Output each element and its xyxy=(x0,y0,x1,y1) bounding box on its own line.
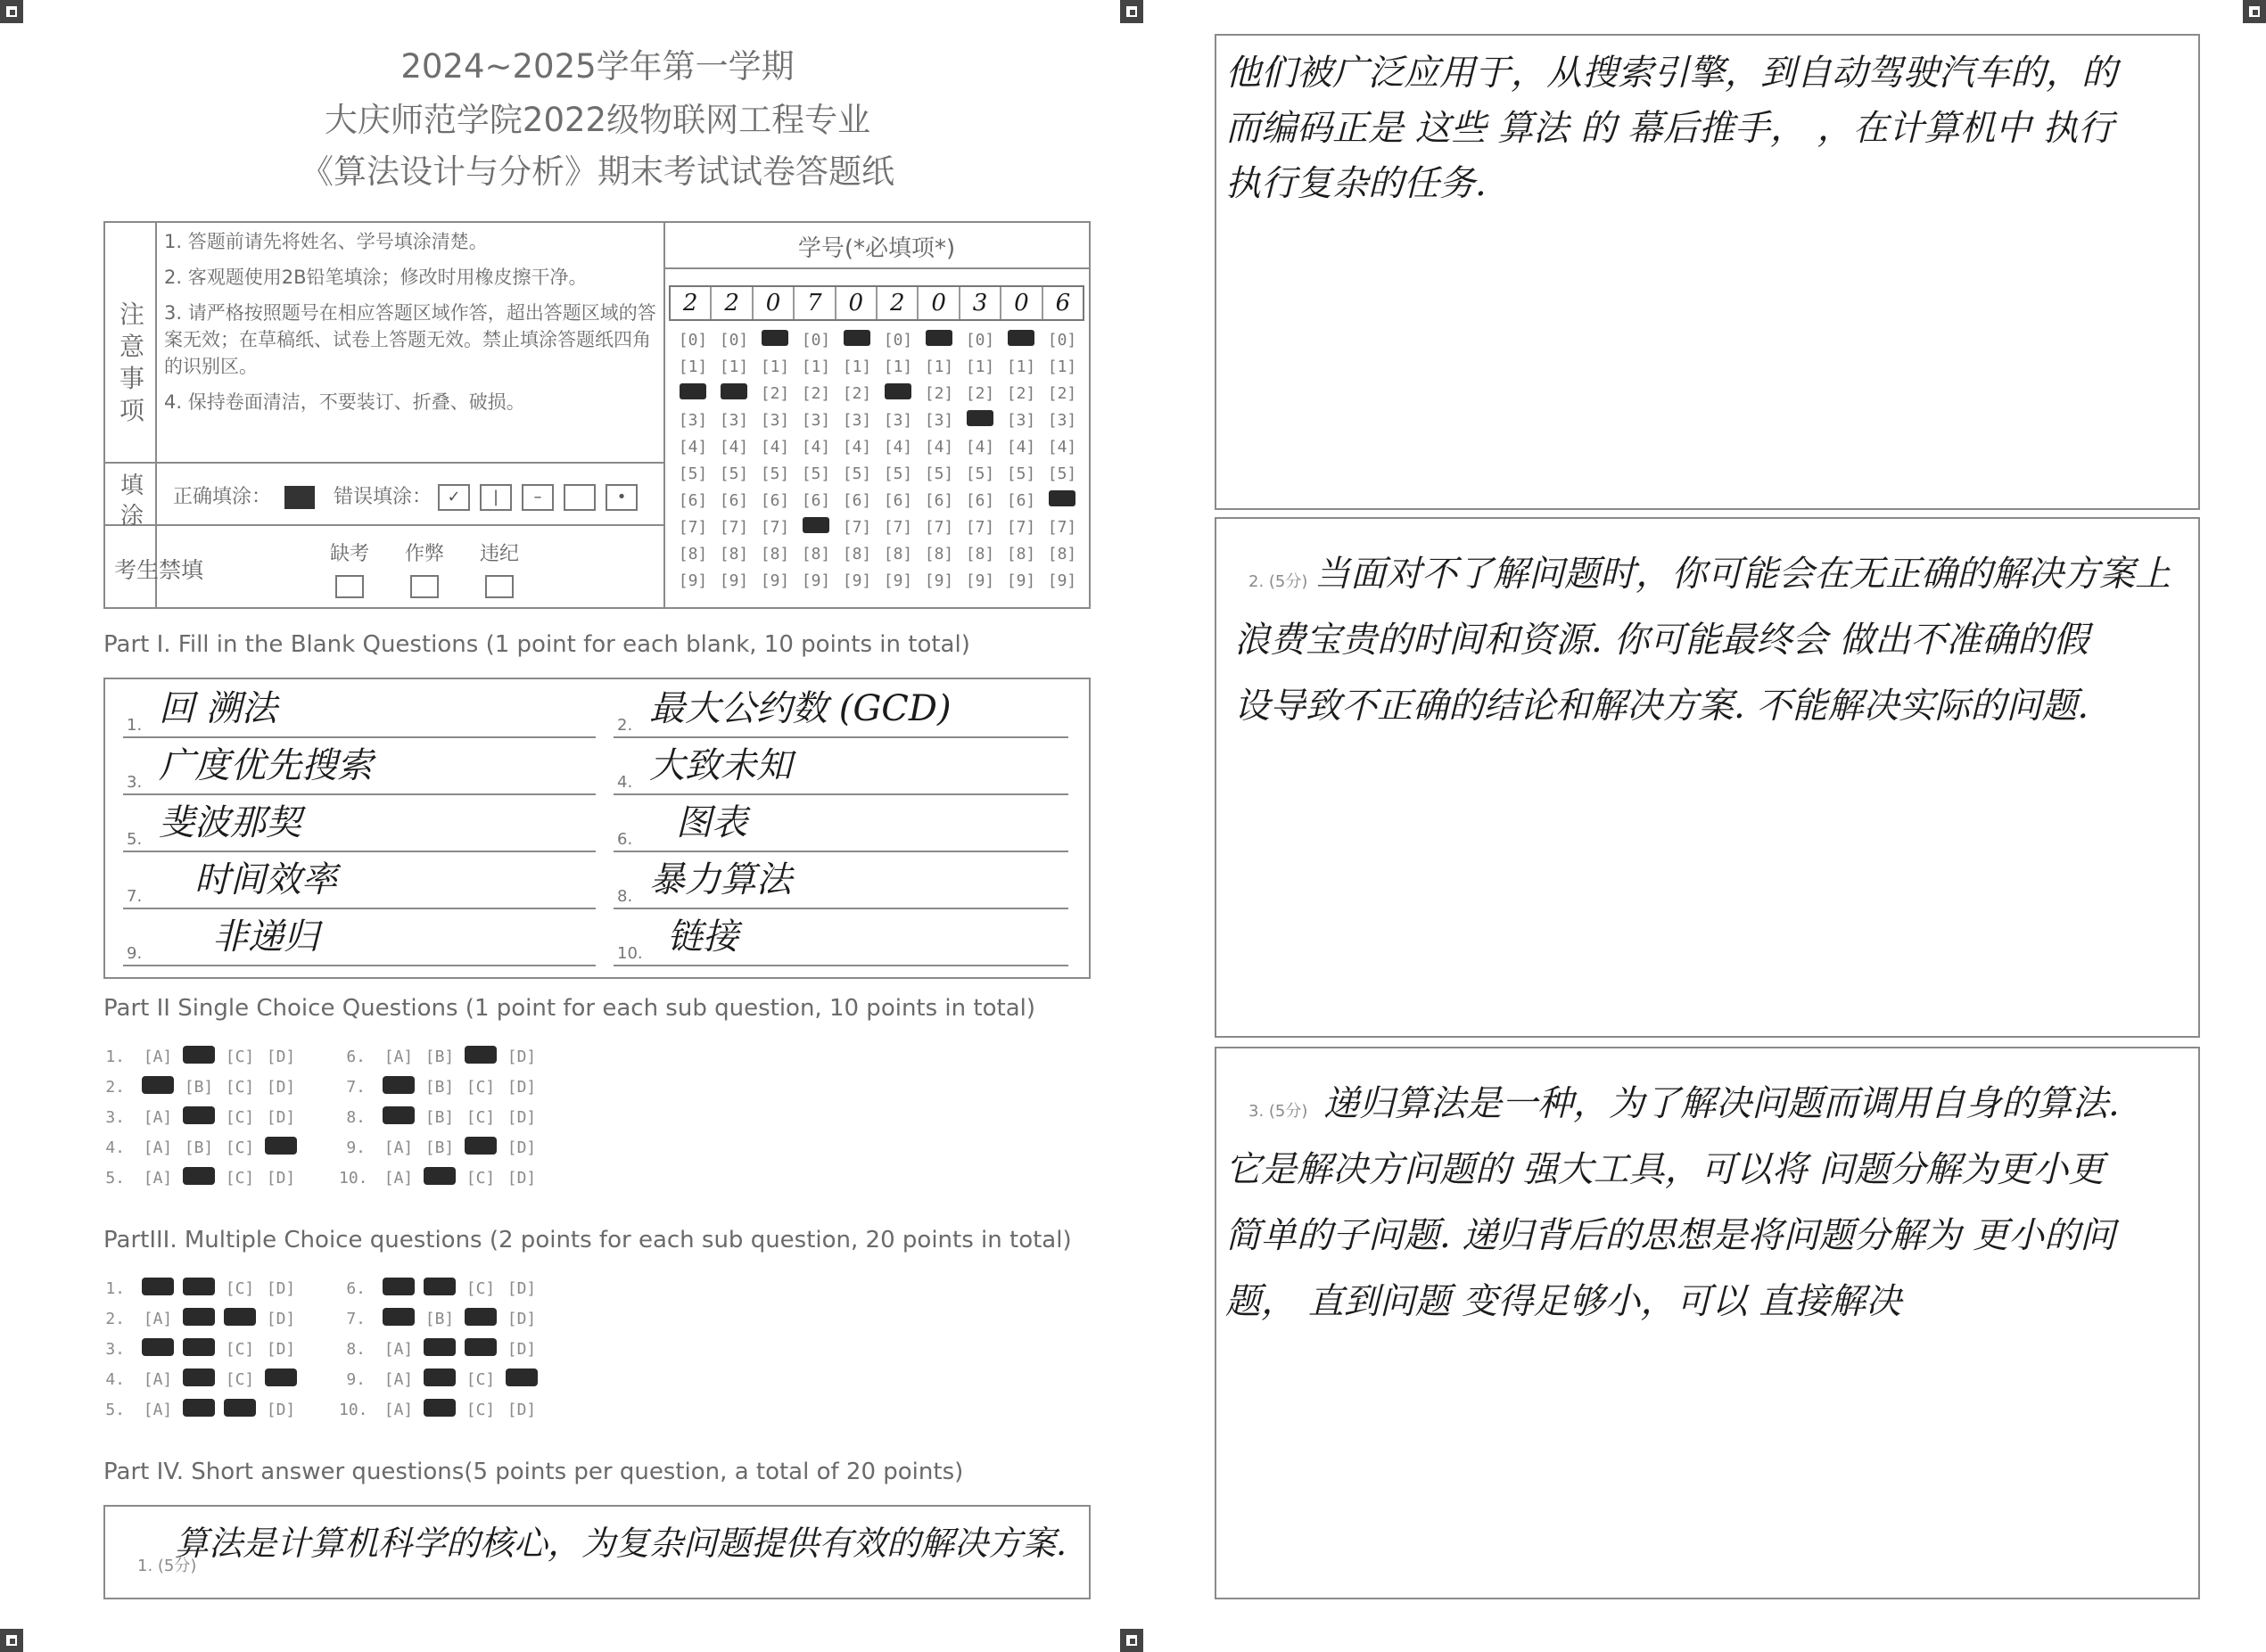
id-bubble[interactable]: [7] xyxy=(678,517,708,537)
choice-bubble[interactable]: [C] xyxy=(466,1107,496,1127)
id-bubble[interactable]: [9] xyxy=(678,571,708,590)
id-bubble[interactable]: [1] xyxy=(719,357,749,376)
choice-number: 2. xyxy=(105,1309,125,1328)
part3-col-left[interactable] xyxy=(98,1273,301,1425)
choice-row xyxy=(339,1102,542,1132)
ban-cheat[interactable]: 作弊 xyxy=(398,538,451,598)
id-bubble[interactable]: [2] xyxy=(924,383,954,403)
id-bubble[interactable]: [8] xyxy=(760,544,790,563)
choice-bubble[interactable] xyxy=(219,1308,260,1330)
id-bubble[interactable]: [1] xyxy=(678,357,708,376)
id-bubble[interactable]: [6] xyxy=(719,490,749,510)
id-bubble[interactable]: [1] xyxy=(760,357,790,376)
blank-1[interactable]: 1. 回 溯法 xyxy=(123,683,596,738)
part3-col-right[interactable] xyxy=(339,1273,542,1425)
choice-row xyxy=(339,1334,542,1364)
choice-bubble[interactable] xyxy=(419,1399,460,1421)
q1-cont-line: 他们被广泛应用于，从搜索引擎，到自动驾驶汽车的，的 xyxy=(1225,53,2117,94)
choice-row xyxy=(98,1102,301,1132)
choice-bubble[interactable] xyxy=(178,1167,219,1189)
correct-fill-label: 正确填涂： xyxy=(173,486,272,508)
part2-title: Part II Single Choice Questions (1 point for each sub question, 10 points in total) xyxy=(103,995,1035,1022)
q1-answer-box[interactable] xyxy=(103,1505,1091,1599)
id-bubble[interactable] xyxy=(713,383,754,404)
id-bubble[interactable]: [5] xyxy=(719,464,749,483)
id-bubble[interactable]: [8] xyxy=(842,544,872,563)
id-bubble-row xyxy=(672,407,1083,433)
blank-5[interactable]: 5. 斐波那契 xyxy=(123,797,596,852)
id-bubble[interactable]: [5] xyxy=(883,464,913,483)
choice-bubble[interactable]: [C] xyxy=(225,1278,255,1298)
choice-bubble[interactable]: [A] xyxy=(143,1369,173,1389)
correct-fill-swatch xyxy=(284,486,315,509)
choice-bubble[interactable]: [A] xyxy=(143,1138,173,1157)
choice-bubble[interactable]: [C] xyxy=(466,1278,496,1298)
id-bubble[interactable]: [9] xyxy=(924,571,954,590)
id-bubble[interactable]: [7] xyxy=(1006,517,1036,537)
blank-4[interactable]: 4. 大致未知 xyxy=(614,740,1068,795)
id-bubble[interactable]: [5] xyxy=(924,464,954,483)
choice-number: 6. xyxy=(346,1278,366,1298)
choice-bubble[interactable] xyxy=(419,1338,460,1360)
id-bubble[interactable]: [9] xyxy=(760,571,790,590)
choice-row xyxy=(339,1303,542,1334)
id-bubble[interactable]: [6] xyxy=(883,490,913,510)
choice-bubble[interactable]: [B] xyxy=(424,1047,455,1066)
id-bubble[interactable]: [9] xyxy=(842,571,872,590)
id-bubble[interactable]: [2] xyxy=(842,383,872,403)
id-bubble[interactable] xyxy=(754,330,795,350)
choice-bubble[interactable]: [D] xyxy=(507,1278,537,1298)
id-bubble[interactable]: [6] xyxy=(924,490,954,510)
choice-bubble[interactable]: [C] xyxy=(225,1077,255,1097)
q3-answer-box[interactable] xyxy=(1215,1047,2200,1599)
choice-bubble[interactable]: [D] xyxy=(266,1107,296,1127)
choice-row xyxy=(339,1072,542,1102)
wrong-fill-label: 错误填涂： xyxy=(334,486,433,508)
choice-number: 9. xyxy=(346,1369,366,1389)
id-bubble[interactable]: [4] xyxy=(719,437,749,456)
choice-number: 10. xyxy=(339,1400,368,1419)
choice-row xyxy=(339,1163,542,1193)
id-bubble[interactable]: [7] xyxy=(719,517,749,537)
id-bubble[interactable]: [3] xyxy=(842,410,872,430)
corner-marker-bottom-left xyxy=(0,1629,23,1652)
id-bubble[interactable]: [6] xyxy=(842,490,872,510)
id-bubble[interactable]: [1] xyxy=(883,357,913,376)
ban-label: 考生禁填 xyxy=(114,557,204,583)
id-bubble[interactable]: [4] xyxy=(965,437,995,456)
note-item: 3. 请严格按照题号在相应答题区域作答，超出答题区域的答案无效；在草稿纸、试卷上答题无效。禁止填涂答题纸四角的识别区。 xyxy=(164,302,656,377)
id-bubble[interactable]: [6] xyxy=(801,490,831,510)
choice-bubble[interactable] xyxy=(137,1338,178,1360)
id-bubble[interactable]: [1] xyxy=(965,357,995,376)
id-bubble[interactable]: [5] xyxy=(1047,464,1077,483)
choice-bubble[interactable] xyxy=(378,1278,419,1300)
student-id-title: 学号(*必填项*) xyxy=(797,235,956,262)
choice-row xyxy=(98,1132,301,1163)
id-bubble[interactable]: [7] xyxy=(760,517,790,537)
id-bubble-row xyxy=(672,540,1083,567)
id-bubble[interactable]: [1] xyxy=(924,357,954,376)
blank-9[interactable]: 9. 非递归 xyxy=(123,911,596,966)
blank-3[interactable]: 3. 广度优先搜索 xyxy=(123,740,596,795)
id-bubble[interactable]: [3] xyxy=(801,410,831,430)
corner-marker-top-right xyxy=(2243,0,2266,23)
choice-number: 10. xyxy=(339,1168,368,1188)
id-bubble[interactable]: [0] xyxy=(801,330,831,349)
q2-line: 浪费宝贵的时间和资源. 你可能最终会 做出不准确的假 xyxy=(1234,620,2089,661)
blank-10[interactable]: 10. 链接 xyxy=(614,911,1068,966)
fill-label: 填涂 xyxy=(119,473,144,530)
choice-bubble[interactable]: [A] xyxy=(143,1047,173,1066)
choice-bubble[interactable]: [D] xyxy=(507,1077,537,1097)
id-bubble[interactable]: [1] xyxy=(842,357,872,376)
choice-number: 6. xyxy=(346,1047,366,1066)
choice-bubble[interactable]: [C] xyxy=(466,1369,496,1389)
id-bubble[interactable]: [8] xyxy=(965,544,995,563)
q2-line: 设导致不正确的结论和解决方案. 不能解决实际的问题. xyxy=(1234,686,2089,727)
header-term: 2024~2025学年第一学期 xyxy=(400,47,795,86)
id-bubble[interactable]: [9] xyxy=(965,571,995,590)
choice-bubble[interactable]: [A] xyxy=(383,1339,414,1359)
choice-number: 1. xyxy=(105,1278,125,1298)
choice-bubble[interactable]: [C] xyxy=(225,1047,255,1066)
id-bubble[interactable]: [5] xyxy=(965,464,995,483)
choice-bubble[interactable] xyxy=(419,1278,460,1300)
wrong-fill-dot: • xyxy=(606,484,638,511)
id-bubble[interactable]: [4] xyxy=(678,437,708,456)
choice-bubble[interactable]: [D] xyxy=(507,1339,537,1359)
part3-title: PartIII. Multiple Choice questions (2 points for each sub question, 20 points in total) xyxy=(103,1227,1072,1253)
id-bubble[interactable]: [5] xyxy=(842,464,872,483)
header-program: 大庆师范学院2022级物联网工程专业 xyxy=(324,101,871,139)
id-bubble[interactable] xyxy=(672,383,713,404)
id-bubble-row xyxy=(672,460,1083,487)
choice-bubble[interactable]: [B] xyxy=(424,1309,455,1328)
choice-row xyxy=(339,1364,542,1394)
id-bubble[interactable]: [3] xyxy=(760,410,790,430)
choice-number: 1. xyxy=(105,1047,125,1066)
choice-bubble[interactable] xyxy=(460,1338,501,1360)
blank-7[interactable]: 7. 时间效率 xyxy=(123,854,596,909)
id-bubble[interactable]: [7] xyxy=(1047,517,1077,537)
choice-bubble[interactable] xyxy=(260,1137,301,1159)
id-bubble[interactable]: [0] xyxy=(883,330,913,349)
choice-bubble[interactable] xyxy=(378,1076,419,1098)
choice-row xyxy=(339,1273,542,1303)
note-item: 2. 客观题使用2B铅笔填涂；修改时用橡皮擦干净。 xyxy=(164,267,588,288)
part2-col-right[interactable] xyxy=(339,1041,542,1193)
choice-bubble[interactable] xyxy=(419,1368,460,1391)
id-bubble[interactable]: [1] xyxy=(1047,357,1077,376)
id-bubble[interactable]: [6] xyxy=(760,490,790,510)
part1-answer-box xyxy=(103,678,1091,979)
choice-number: 8. xyxy=(346,1107,366,1127)
notes-list xyxy=(164,228,663,424)
id-bubble[interactable]: [2] xyxy=(801,383,831,403)
choice-row xyxy=(98,1334,301,1364)
corner-marker-top-left xyxy=(0,0,23,23)
note-item: 1. 答题前请先将姓名、学号填涂清楚。 xyxy=(164,231,488,252)
choice-bubble[interactable] xyxy=(501,1368,542,1391)
choice-number: 9. xyxy=(346,1138,366,1157)
choice-bubble[interactable]: [A] xyxy=(143,1400,173,1419)
corner-marker-bottom-middle xyxy=(1120,1629,1143,1652)
choice-number: 7. xyxy=(346,1309,366,1328)
choice-bubble[interactable]: [C] xyxy=(225,1168,255,1188)
q3-line: 它是解决方问题的 强大工具，可以将 问题分解为更小更 xyxy=(1225,1149,2105,1190)
choice-bubble[interactable] xyxy=(260,1368,301,1391)
id-bubble[interactable]: [8] xyxy=(719,544,749,563)
id-bubble[interactable]: [2] xyxy=(760,383,790,403)
choice-bubble[interactable] xyxy=(178,1046,219,1068)
id-bubble[interactable]: [3] xyxy=(924,410,954,430)
choice-bubble[interactable]: [D] xyxy=(266,1400,296,1419)
id-bubble[interactable]: [0] xyxy=(965,330,995,349)
choice-number: 7. xyxy=(346,1077,366,1097)
choice-bubble[interactable] xyxy=(178,1308,219,1330)
choice-bubble[interactable] xyxy=(378,1308,419,1330)
part1-title: Part I. Fill in the Blank Questions (1 point for each blank, 10 points in total) xyxy=(103,631,970,658)
id-bubble[interactable]: [9] xyxy=(801,571,831,590)
choice-bubble[interactable] xyxy=(137,1278,178,1300)
ban-violation[interactable]: 违纪 xyxy=(473,538,526,598)
q1-continued-box[interactable] xyxy=(1215,34,2200,510)
id-bubble[interactable]: [1] xyxy=(801,357,831,376)
choice-bubble[interactable]: [D] xyxy=(266,1339,296,1359)
choice-bubble[interactable] xyxy=(178,1368,219,1391)
id-bubble[interactable]: [2] xyxy=(1006,383,1036,403)
id-bubble[interactable]: [0] xyxy=(719,330,749,349)
choice-bubble[interactable]: [B] xyxy=(424,1107,455,1127)
choice-bubble[interactable]: [A] xyxy=(143,1309,173,1328)
choice-bubble[interactable]: [C] xyxy=(466,1168,496,1188)
choice-bubble[interactable]: [D] xyxy=(507,1309,537,1328)
choice-bubble[interactable]: [D] xyxy=(266,1278,296,1298)
choice-bubble[interactable]: [C] xyxy=(466,1400,496,1419)
choice-bubble[interactable]: [A] xyxy=(383,1369,414,1389)
id-bubble[interactable]: [6] xyxy=(678,490,708,510)
choice-row xyxy=(98,1273,301,1303)
id-bubble[interactable]: [3] xyxy=(883,410,913,430)
id-bubble[interactable]: [9] xyxy=(719,571,749,590)
choice-bubble[interactable]: [C] xyxy=(225,1138,255,1157)
id-bubble[interactable]: [9] xyxy=(883,571,913,590)
choice-bubble[interactable]: [B] xyxy=(184,1138,214,1157)
choice-number: 5. xyxy=(105,1168,125,1188)
q1-label: 1. (5分) xyxy=(137,1557,197,1575)
choice-bubble[interactable]: [D] xyxy=(507,1107,537,1127)
choice-number: 3. xyxy=(105,1339,125,1359)
id-bubble-row xyxy=(672,326,1083,353)
choice-bubble[interactable] xyxy=(460,1308,501,1330)
id-bubble[interactable]: [8] xyxy=(883,544,913,563)
choice-bubble[interactable]: [D] xyxy=(507,1400,537,1419)
note-item: 4. 保持卷面清洁，不要装订、折叠、破损。 xyxy=(164,391,525,413)
header-exam-title: 《算法设计与分析》期末考试试卷答题纸 xyxy=(301,152,894,191)
choice-bubble[interactable]: [B] xyxy=(424,1077,455,1097)
choice-bubble[interactable]: [A] xyxy=(383,1400,414,1419)
id-bubble[interactable]: [4] xyxy=(1047,437,1077,456)
choice-number: 4. xyxy=(105,1369,125,1389)
id-bubble[interactable]: [5] xyxy=(760,464,790,483)
choice-bubble[interactable]: [C] xyxy=(225,1339,255,1359)
choice-bubble[interactable] xyxy=(178,1338,219,1360)
id-bubble[interactable]: [8] xyxy=(1006,544,1036,563)
id-bubble[interactable]: [2] xyxy=(965,383,995,403)
choice-bubble[interactable] xyxy=(460,1137,501,1159)
student-id-bubble-grid[interactable] xyxy=(672,326,1083,594)
ban-absent[interactable]: 缺考 xyxy=(323,538,376,598)
id-bubble[interactable]: [8] xyxy=(924,544,954,563)
id-bubble[interactable]: [7] xyxy=(842,517,872,537)
part4-title: Part IV. Short answer questions(5 points per question, a total of 20 points) xyxy=(103,1459,964,1485)
id-bubble[interactable] xyxy=(1001,330,1042,350)
q2-label: 2. (5分) xyxy=(1248,572,1308,591)
choice-row xyxy=(339,1394,542,1425)
blank-8[interactable]: 8. 暴力算法 xyxy=(614,854,1068,909)
blank-6[interactable]: 6. 图表 xyxy=(614,797,1068,852)
q1-line: 算法是计算机科学的核心，为复杂问题提供有效的解决方案. xyxy=(175,1524,1067,1563)
q3-line: 递归算法是一种，为了解决问题而调用自身的算法. xyxy=(1323,1083,2120,1124)
id-bubble[interactable]: [6] xyxy=(965,490,995,510)
id-bubble[interactable]: [9] xyxy=(1006,571,1036,590)
q3-line: 题， 直到问题 变得足够小，可以 直接解决 xyxy=(1225,1281,1902,1322)
id-bubble[interactable]: [8] xyxy=(678,544,708,563)
choice-bubble[interactable]: [A] xyxy=(383,1168,414,1188)
choice-row xyxy=(339,1132,542,1163)
choice-bubble[interactable] xyxy=(137,1076,178,1098)
choice-bubble[interactable]: [A] xyxy=(143,1168,173,1188)
choice-number: 8. xyxy=(346,1339,366,1359)
choice-bubble[interactable]: [A] xyxy=(383,1047,414,1066)
wrong-fill-empty xyxy=(564,484,596,511)
id-bubble[interactable] xyxy=(836,330,878,350)
wrong-fill-dash: – xyxy=(522,484,554,511)
id-bubble-row xyxy=(672,433,1083,460)
id-bubble[interactable]: [0] xyxy=(1047,330,1077,349)
q2-answer-box[interactable] xyxy=(1215,517,2200,1038)
id-bubble[interactable]: [5] xyxy=(1006,464,1036,483)
id-bubble[interactable]: [3] xyxy=(1047,410,1077,430)
info-box xyxy=(103,221,1091,609)
id-bubble[interactable]: [4] xyxy=(1006,437,1036,456)
id-bubble-row xyxy=(672,567,1083,594)
id-bubble[interactable]: [5] xyxy=(678,464,708,483)
choice-bubble[interactable]: [C] xyxy=(225,1369,255,1389)
choice-bubble[interactable]: [C] xyxy=(225,1107,255,1127)
choice-bubble[interactable]: [D] xyxy=(266,1077,296,1097)
choice-bubble[interactable]: [B] xyxy=(184,1077,214,1097)
id-bubble[interactable]: [7] xyxy=(924,517,954,537)
id-bubble[interactable]: [1] xyxy=(1006,357,1036,376)
choice-bubble[interactable]: [D] xyxy=(266,1309,296,1328)
id-bubble[interactable]: [6] xyxy=(1006,490,1036,510)
id-bubble[interactable]: [4] xyxy=(760,437,790,456)
id-bubble[interactable]: [7] xyxy=(965,517,995,537)
id-bubble[interactable] xyxy=(795,517,836,538)
choice-bubble[interactable]: [A] xyxy=(143,1107,173,1127)
choice-bubble[interactable] xyxy=(178,1399,219,1421)
choice-number: 2. xyxy=(105,1077,125,1097)
choice-bubble[interactable] xyxy=(460,1046,501,1068)
id-bubble-row xyxy=(672,353,1083,380)
id-bubble[interactable]: [3] xyxy=(678,410,708,430)
part2-col-left[interactable] xyxy=(98,1041,301,1193)
id-bubble[interactable]: [3] xyxy=(719,410,749,430)
notes-label: 注意事项 xyxy=(119,300,144,425)
wrong-fill-bar: | xyxy=(480,484,512,511)
q3-label: 3. (5分) xyxy=(1248,1102,1308,1121)
q3-line: 简单的子问题. 递归背后的思想是将问题分解为 更小的问 xyxy=(1225,1215,2116,1256)
wrong-fill-check: ✓ xyxy=(438,484,470,511)
choice-bubble[interactable] xyxy=(178,1278,219,1300)
choice-number: 5. xyxy=(105,1400,125,1419)
id-bubble[interactable]: [4] xyxy=(924,437,954,456)
id-bubble[interactable]: [5] xyxy=(801,464,831,483)
choice-bubble[interactable] xyxy=(178,1106,219,1129)
q1-cont-line: 而编码正是 这些 算法 的 幕后推手， ，在计算机中 执行 xyxy=(1225,108,2114,149)
id-bubble[interactable]: [9] xyxy=(1047,571,1077,590)
id-bubble[interactable]: [4] xyxy=(883,437,913,456)
choice-row xyxy=(98,1072,301,1102)
choice-bubble[interactable]: [D] xyxy=(507,1047,537,1066)
q2-line: 当面对不了解问题时，你可能会在无正确的解决方案上 xyxy=(1314,554,2171,595)
choice-bubble[interactable] xyxy=(219,1399,260,1421)
choice-number: 4. xyxy=(105,1138,125,1157)
id-bubble[interactable] xyxy=(919,330,960,350)
choice-bubble[interactable]: [D] xyxy=(266,1047,296,1066)
id-bubble[interactable] xyxy=(960,410,1001,431)
choice-row xyxy=(98,1303,301,1334)
choice-bubble[interactable]: [D] xyxy=(507,1138,537,1157)
student-id-digits[interactable]: 2 2 0 7 0 2 0 3 0 6 xyxy=(669,285,1084,321)
id-bubble[interactable] xyxy=(878,383,919,404)
choice-row xyxy=(98,1364,301,1394)
choice-bubble[interactable] xyxy=(378,1106,419,1129)
id-bubble-row xyxy=(672,487,1083,514)
id-bubble[interactable]: [3] xyxy=(1006,410,1036,430)
corner-marker-top-middle xyxy=(1120,0,1143,23)
blank-2[interactable]: 2. 最大公约数 (GCD) xyxy=(614,683,1068,738)
id-bubble[interactable] xyxy=(1042,490,1083,511)
id-bubble-row xyxy=(672,380,1083,407)
id-bubble[interactable]: [8] xyxy=(801,544,831,563)
choice-bubble[interactable]: [D] xyxy=(266,1168,296,1188)
id-bubble-row xyxy=(672,514,1083,540)
id-bubble[interactable]: [7] xyxy=(883,517,913,537)
choice-row xyxy=(98,1394,301,1425)
choice-bubble[interactable]: [C] xyxy=(466,1077,496,1097)
choice-bubble[interactable]: [A] xyxy=(383,1138,414,1157)
choice-bubble[interactable]: [B] xyxy=(424,1138,455,1157)
fill-example-row xyxy=(173,481,641,511)
id-bubble[interactable]: [2] xyxy=(1047,383,1077,403)
id-bubble[interactable]: [4] xyxy=(801,437,831,456)
choice-bubble[interactable]: [D] xyxy=(507,1168,537,1188)
id-bubble[interactable]: [8] xyxy=(1047,544,1077,563)
choice-row xyxy=(98,1163,301,1193)
choice-row xyxy=(339,1041,542,1072)
choice-bubble[interactable] xyxy=(419,1167,460,1189)
id-bubble[interactable]: [4] xyxy=(842,437,872,456)
choice-row xyxy=(98,1041,301,1072)
id-bubble[interactable]: [0] xyxy=(678,330,708,349)
choice-number: 3. xyxy=(105,1107,125,1127)
q1-cont-line: 执行复杂的任务. xyxy=(1225,163,1487,204)
